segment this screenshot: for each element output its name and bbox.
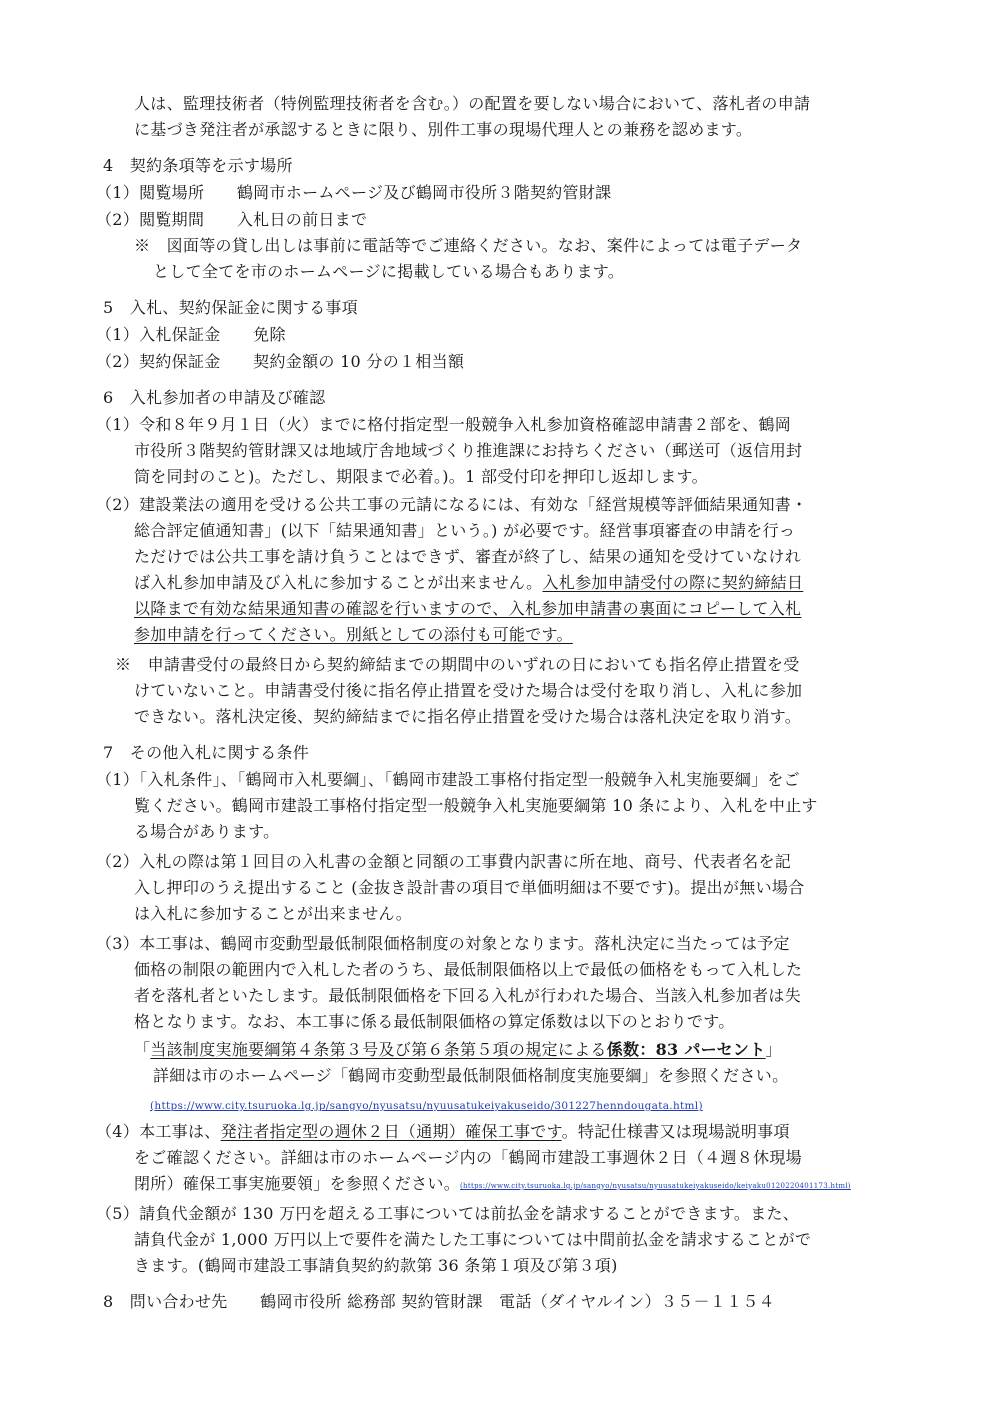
section-4-item-2: （2）閲覧期間 入札日の前日まで	[96, 210, 368, 229]
p4-suffix: 。特記仕様書又は現場説明事項	[561, 1122, 790, 1141]
section-7-p5-line-3: きます。(鶴岡市建設工事請負契約約款第 36 条第１項及び第３項)	[134, 1256, 618, 1275]
intro-line-1: 人は、監理技術者（特例監理技術者を含む。）の配置を要しない場合において、落札者の申請	[134, 94, 811, 113]
section-7-p4-line-2: をご確認ください。詳細は市のホームページ内の「鶴岡市建設工事週休２日（４週８休現場	[134, 1148, 802, 1167]
section-4-note-line-1: ※ 図面等の貸し出しは事前に電話等でご連絡ください。なお、案件によっては電子データ	[134, 236, 803, 255]
section-5-heading: 5 入札、契約保証金に関する事項	[103, 298, 358, 317]
section-7-p3-line-6: 詳細は市のホームページ「鶴岡市変動型最低制限価格制度実施要綱」を参照ください。	[153, 1066, 789, 1085]
section-4-item-1: （1）閲覧場所 鶴岡市ホームページ及び鶴岡市役所３階契約管財課	[96, 183, 612, 202]
section-7-p3-line-1: （3）本工事は、鶴岡市変動型最低制限価格制度の対象となります。落札決定に当たっては予定	[96, 934, 790, 953]
section-7-p2-line-1: （2）入札の際は第１回目の入札書の金額と同額の工事費内訳書に所在地、商号、代表者名を記	[96, 852, 792, 871]
section-7-heading: 7 その他入札に関する条件	[103, 743, 310, 762]
section-4-heading: 4 契約条項等を示す場所	[103, 156, 293, 175]
section-7-p2-line-3: は入札に参加することが出来ません。	[134, 904, 413, 923]
section-6-note-line-3: できない。落札決定後、契約締結までに指名停止措置を受けた場合は落札決定を取り消す。	[134, 707, 802, 726]
quote-close: 」	[765, 1040, 782, 1059]
section-4-note-line-2: として全てを市のホームページに掲載している場合もあります。	[153, 262, 625, 281]
intro-line-2: に基づき発注者が承認するときに限り、別件工事の現場代理人との兼務を認めます。	[134, 120, 753, 139]
coefficient-value: 係数：83 パーセント	[606, 1040, 766, 1059]
section-6-p2-line-4-plain: ば入札参加申請及び入札に参加することが出来ません。	[134, 573, 543, 592]
section-6-note-line-2: けていないこと。申請書受付後に指名停止措置を受けた場合は受付を取り消し、入札に参加	[134, 681, 803, 700]
p4-prefix: （4）本工事は、	[96, 1122, 221, 1141]
p4-underlined: 発注者指定型の週休２日（通期）確保工事です	[220, 1122, 562, 1141]
section-6-p2-line-4-underlined: 入札参加申請受付の際に契約締結日	[542, 573, 804, 592]
section-7-p5-line-2: 請負代金が 1,000 万円以上で要件を満たした工事については中間前払金を請求することがで	[134, 1230, 812, 1249]
section-6-note-line-1: ※ 申請書受付の最終日から契約締結までの期間中のいずれの日においても指名停止措置を受	[115, 655, 800, 674]
section-6-p1-line-1: （1）令和８年９月１日（火）までに格付指定型一般競争入札参加資格確認申請書２部を、鶴岡	[96, 415, 792, 434]
section-7-p5-line-1: （5）請負代金額が 130 万円を超える工事については前払金を請求することができます。また、	[96, 1204, 800, 1223]
p4-line-3-text: 閉所）確保工事実施要領」を参照ください。	[134, 1174, 461, 1193]
section-7-p4-line-3	[134, 1174, 851, 1194]
variable-price-url-link[interactable]: https://www.city.tsuruoka.lg.jp/sangyo/nyusatsu/nyuusatukeiyakuseido/301227henndougata.html	[154, 1100, 699, 1112]
section-6-p2-line-1: （2）建設業法の適用を受ける公共工事の元請になるには、有効な「経営規模等評価結果通知書・	[96, 495, 808, 514]
section-7-p4-line-1	[96, 1122, 790, 1142]
quote-text: 当該制度実施要綱第４条第３号及び第６条第５項の規定による	[150, 1040, 607, 1059]
section-6-p2-line-5: 以降まで有効な結果通知書の確認を行いますので、入札参加申請書の裏面にコピーして入札	[134, 599, 802, 618]
section-6-p2-line-6: 参加申請を行ってください。別紙としての添付も可能です。	[134, 625, 573, 644]
section-7-p2-line-2: 入し押印のうえ提出すること (金抜き設計書の項目で単価明細は不要です)。提出が無い場合	[134, 878, 805, 897]
section-7-p3-line-4: 格となります。なお、本工事に係る最低制限価格の算定係数は以下のとおりです。	[134, 1012, 735, 1031]
section-7-p1-line-2: 覧ください。鶴岡市建設工事格付指定型一般競争入札実施要綱第 10 条により、入札を中止す	[134, 796, 818, 815]
section-6-p2-line-2: 総合評定値通知書」(以下「結果通知書」という。) が必要です。経営事項審査の申請を行っ	[134, 521, 796, 540]
quote-open: 「	[134, 1040, 151, 1059]
section-6-p2-line-4	[134, 573, 803, 593]
section-7-p3-line-2: 価格の制限の範囲内で入札した者のうち、最低制限価格以上で最低の価格をもって入札した	[134, 960, 803, 979]
section-6-heading: 6 入札参加者の申請及び確認	[103, 388, 326, 407]
section-8-contact: 8 問い合わせ先 鶴岡市役所 総務部 契約管財課 電話（ダイヤルイン）３５－１１５４	[103, 1292, 775, 1311]
section-7-p3-line-3: 者を落札者といたします。最低制限価格を下回る入札が行われた場合、当該入札参加者は失	[134, 986, 802, 1005]
section-6-p1-line-2: 市役所３階契約管財課又は地域庁舎地域づくり推進課にお持ちください（郵送可（返信用封	[134, 441, 803, 460]
coefficient-quote	[134, 1040, 782, 1060]
section-6-p1-line-3: 筒を同封のこと)。ただし、期限まで必着。)。1 部受付印を押印し返却します。	[134, 467, 708, 486]
weekly-holiday-url-link[interactable]: (https://www.city.tsuruoka.lg.jp/sangyo/nyusatsu/nyuusatukeiyakuseido/keiyaku0120220401173.html)	[460, 1182, 851, 1190]
section-5-item-1: （1）入札保証金 免除	[96, 325, 286, 344]
section-7-p1-line-1: （1）「入札条件」、「鶴岡市入札要綱」、「鶴岡市建設工事格付指定型一般競争入札実施要綱」をご	[96, 770, 800, 789]
section-7-p3-url-line	[150, 1094, 703, 1114]
section-5-item-2: （2）契約保証金 契約金額の 10 分の１相当額	[96, 352, 465, 371]
url-paren-open: (	[150, 1100, 155, 1112]
url-paren-close: )	[698, 1100, 703, 1112]
section-7-p1-line-3: る場合があります。	[134, 822, 280, 841]
section-6-p2-line-3: ただけでは公共工事を請け負うことはできず、審査が終了し、結果の通知を受けていなけれ	[134, 547, 802, 566]
